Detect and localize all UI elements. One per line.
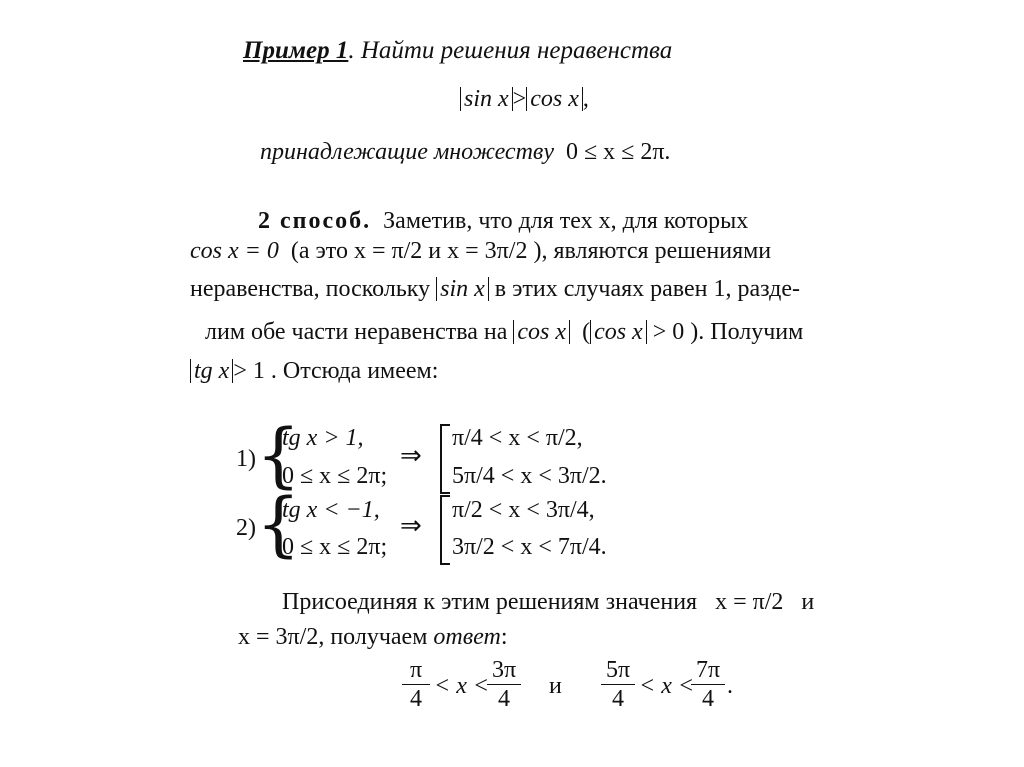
answer-fraction-3 — [601, 656, 635, 713]
method-line-1 — [258, 206, 748, 236]
problem-heading — [243, 36, 672, 66]
fraction-3-numerator: 5π — [601, 656, 635, 685]
case-2-number: 2) — [236, 515, 256, 541]
answer-middle-1 — [434, 671, 489, 701]
method-line4-paren-abs: cos x — [590, 320, 647, 344]
method-line-5 — [190, 356, 438, 386]
method-line5-abs: tg x — [190, 359, 233, 383]
method-line2-a: cos x = 0 — [190, 238, 279, 264]
fraction-3-denominator: 4 — [612, 686, 624, 712]
conclusion-line-2 — [238, 622, 508, 652]
problem-title: Пример 1 — [243, 37, 349, 64]
case-1-sys1-text: tg x > 1, — [282, 425, 364, 451]
method-line-4: лим обе части неравенства на cos x ( cos x > 0 ). Получим — [205, 319, 804, 345]
left-brace-icon: { — [256, 414, 301, 496]
inequality-op: > — [512, 86, 527, 112]
case-1-system-2: 0 ≤ x ≤ 2π; — [282, 463, 388, 489]
case-2-system-2: 0 ≤ x ≤ 2π; — [282, 534, 388, 560]
answer-fraction-4 — [691, 656, 725, 713]
case-2-sys1-text: tg x < −1, — [282, 497, 380, 523]
inequality-comma: , — [582, 86, 589, 112]
conclusion-line1-b: x = π/2 — [715, 589, 784, 615]
answer-middle-2 — [639, 671, 694, 701]
conclusion-line1-c: и — [801, 589, 815, 615]
answer-end: . — [727, 673, 733, 699]
problem-inequality — [460, 84, 589, 114]
fraction-2-denominator: 4 — [498, 686, 510, 712]
fraction-4-numerator: 7π — [691, 656, 725, 685]
inequality-lhs: sin x — [460, 87, 513, 111]
method-line-3 — [190, 274, 800, 304]
method-line2-b: (а это x = π/2 и x = 3π/2 ), являются решениями — [290, 238, 772, 264]
implies-arrow-icon: ⇒ — [400, 441, 422, 471]
conclusion-line1-a: Присоединяя к этим решениям значения — [282, 589, 698, 615]
conclusion-colon: : — [500, 624, 508, 650]
conclusion-line-1 — [282, 587, 814, 617]
method-line5-b: > 1 . Отсюда имеем: — [233, 358, 439, 384]
case-2-system-1 — [282, 495, 380, 525]
fraction-2-numerator: 3π — [487, 656, 521, 685]
method-line3-b: в этих случаях равен 1, разде- — [494, 276, 801, 302]
conclusion-answer-word: ответ — [433, 624, 501, 650]
case-1-result-2: 5π/4 < x < 3π/2. — [452, 463, 607, 489]
answer-fraction-1 — [402, 656, 430, 713]
case-1-bracket — [440, 424, 450, 494]
method-line1: Заметив, что для тех x, для которых — [383, 208, 749, 234]
answer-mid1-text: < x < — [434, 673, 490, 699]
inequality-rhs: cos x — [526, 87, 583, 111]
method-line4-b: > 0 ). Получим — [652, 319, 804, 345]
conclusion-line2-b: , получаем — [318, 624, 428, 650]
case-2-result-1: π/2 < x < 3π/4, — [452, 497, 595, 523]
case-1-number: 1) — [236, 446, 256, 472]
method-line4-abs: cos x — [513, 320, 570, 344]
problem-title-suffix: . Найти решения неравенства — [348, 37, 673, 64]
conclusion-line2-a: x = 3π/2 — [238, 624, 319, 650]
case-2-bracket — [440, 495, 450, 565]
method-line3-a: неравенства, поскольку — [190, 276, 431, 302]
left-brace-icon: { — [256, 483, 301, 565]
fraction-1-numerator: π — [402, 656, 430, 685]
implies-arrow-icon: ⇒ — [400, 511, 422, 541]
case-2-result-2: 3π/2 < x < 7π/4. — [452, 534, 607, 560]
set-condition: 0 ≤ x ≤ 2π. — [565, 139, 671, 165]
answer-conjunction: и — [549, 673, 562, 699]
problem-set-line — [260, 137, 670, 167]
case-1-result-1: π/4 < x < π/2, — [452, 425, 583, 451]
method-line3-abs: sin x — [436, 277, 489, 301]
answer-mid2-text: < x < — [639, 673, 695, 699]
fraction-1-denominator: 4 — [410, 686, 422, 712]
method-label: 2 способ. — [258, 208, 372, 234]
case-1-system-1 — [282, 423, 364, 453]
method-line-2 — [190, 236, 771, 266]
set-text: принадлежащие множеству — [260, 139, 554, 165]
answer-fraction-2 — [487, 656, 521, 713]
method-line4-a: лим обе части неравенства на — [205, 319, 508, 345]
fraction-4-denominator: 4 — [702, 686, 714, 712]
